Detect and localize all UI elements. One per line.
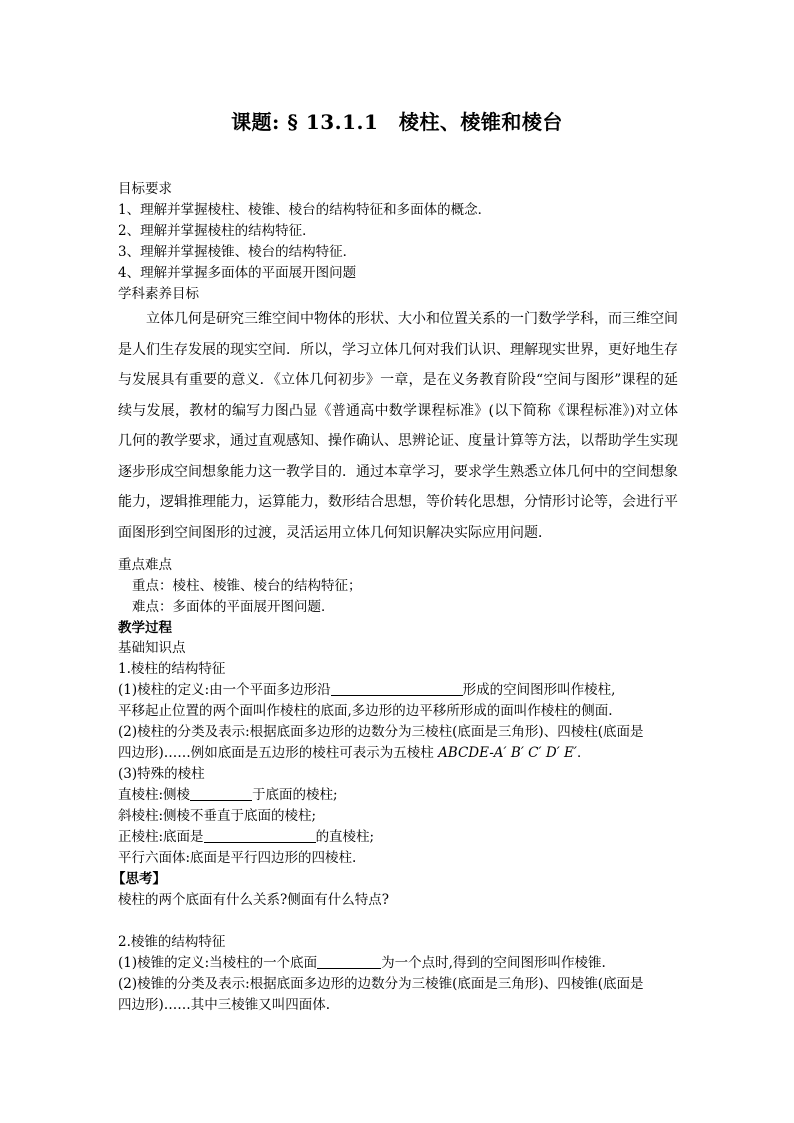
pyramid-class-line-1: (2)棱锥的分类及表示:根据底面多边形的边数分为三棱锥(底面是三角形)、四棱锥(底面是	[118, 976, 644, 992]
special-prism-heading: (3)特殊的棱柱	[118, 766, 205, 782]
pyramid-heading: 2.棱锥的结构特征	[118, 934, 226, 950]
prism-def-text-a: (1)棱柱的定义:由一个平面多边形沿	[118, 682, 331, 698]
pyramid-class-line-2: 四边形)……其中三棱锥又叫四面体.	[118, 997, 331, 1013]
goal-item-2: 2、理解并掌握棱柱的结构特征．	[118, 223, 316, 239]
right-prism-text-b: 于底面的棱柱;	[252, 787, 338, 803]
goal-item-4: 4、理解并掌握多面体的平面展开图问题	[118, 265, 357, 281]
pyramid-definition	[118, 953, 606, 973]
parallelepiped: 平行六面体:底面是平行四边形的四棱柱.	[118, 850, 357, 866]
right-prism-text-a: 直棱柱:侧棱	[118, 787, 191, 803]
prism-class-text: 四边形)……例如底面是五边形的棱柱可表示为五棱柱	[118, 745, 439, 761]
difficult-point: 难点：多面体的平面展开图问题．	[132, 599, 335, 615]
page-title: 课题: § 13.1.1 棱柱、棱锥和棱台	[231, 110, 563, 134]
right-prism-blank[interactable]	[190, 786, 252, 801]
prism-class-line-1: (2)棱柱的分类及表示:根据底面多边形的边数分为三棱柱(底面是三角形)、四棱柱(底面是	[118, 724, 644, 740]
pyramid-def-blank[interactable]	[317, 954, 381, 969]
literacy-paragraph: 立体几何是研究三维空间中物体的形状、大小和位置关系的一门数学学科，而三维空间是人们生存发展的现实空间．所以，学习立体几何对我们认识、理解现实世界，更好地生存与发展具有重要的意义．《立体几何初步》一章，是在义务教育阶段“空间与图形”课程的延续与发展，教材的编写力图凸显《普通高中数学课程标准》(以下简称《课程标准》)对立体几何的教学要求，通过直观感知、操作确认、思辨论证、度量计算等方法，以帮助学生实现逐步形成空间想象能力这一教学目的．通过本章学习，要求学生熟悉立体几何中的空间想象能力，逻辑推理能力，运算能力，数形结合思想，等价转化思想，分情形讨论等，会进行平面图形到空间图形的过渡，灵活运用立体几何知识解决实际应用问题．	[118, 311, 678, 541]
regular-prism-text-b: 的直棱柱;	[315, 829, 375, 845]
process-heading: 教学过程	[118, 620, 172, 636]
pyramid-def-text-b: 为一个点时,得到的空间图形叫作棱锥.	[381, 955, 606, 971]
regular-prism	[118, 827, 374, 847]
regular-prism-text-a: 正棱柱:底面是	[118, 829, 204, 845]
key-points-heading: 重点难点	[118, 557, 172, 573]
prism-definition	[118, 680, 615, 700]
process-subheading: 基础知识点	[118, 640, 186, 656]
prism-def-text-b: 形成的空间图形叫作棱柱,	[462, 682, 616, 698]
goal-item-1: 1、理解并掌握棱柱、棱锥、棱台的结构特征和多面体的概念．	[118, 202, 492, 218]
regular-prism-blank[interactable]	[204, 828, 316, 843]
literacy-heading: 学科素养目标	[118, 286, 199, 302]
prism-heading: 1.棱柱的结构特征	[118, 661, 226, 677]
think-heading: 【思考】	[112, 871, 166, 887]
goal-item-3: 3、理解并掌握棱锥、棱台的结构特征．	[118, 244, 357, 260]
goals-heading: 目标要求	[118, 181, 172, 197]
think-question: 棱柱的两个底面有什么关系?侧面有什么特点?	[118, 892, 389, 908]
key-point: 重点：棱柱、棱锥、棱台的结构特征；	[132, 578, 362, 594]
prism-def-blank[interactable]	[331, 681, 463, 696]
prism-class-end: ．	[576, 745, 591, 761]
prism-notation: ABCDE-A′ B′ C′ D′ E′	[438, 745, 577, 761]
prism-def-continued: 平移起止位置的两个面叫作棱柱的底面,多边形的边平移所形成的面叫作棱柱的侧面.	[118, 703, 613, 719]
oblique-prism: 斜棱柱:侧棱不垂直于底面的棱柱;	[118, 808, 317, 824]
prism-class-line-2	[118, 743, 590, 763]
pyramid-def-text-a: (1)棱锥的定义:当棱柱的一个底面	[118, 955, 318, 971]
right-prism	[118, 785, 338, 805]
